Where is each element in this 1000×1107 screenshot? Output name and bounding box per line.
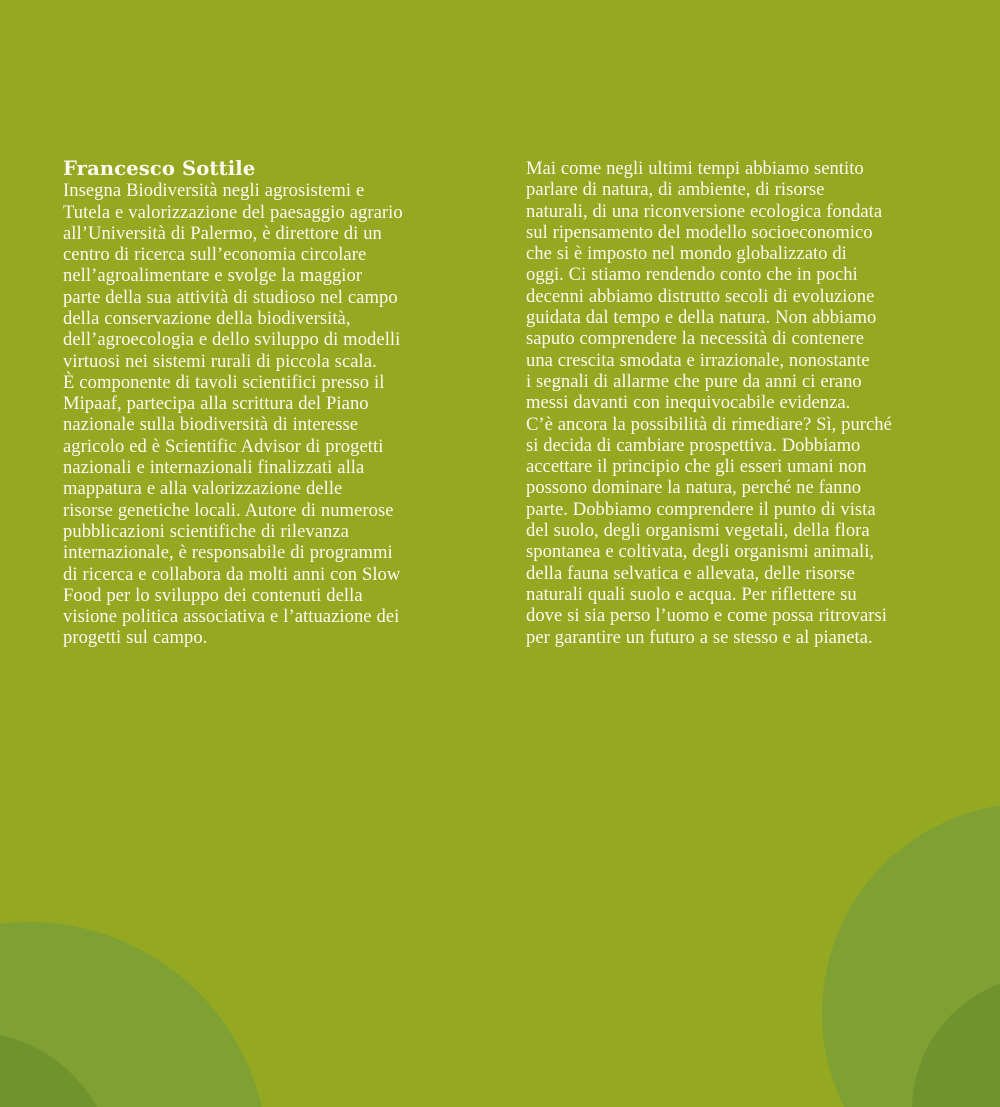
essay-line: decenni abbiamo distrutto secoli di evoluzione [526,285,875,307]
bio-line: visione politica associativa e l’attuazione dei [63,606,400,628]
essay-line: oggi. Ci stiamo rendendo conto che in pochi [526,264,858,286]
bio-line: agricolo ed è Scientific Advisor di progetti [63,435,384,457]
essay-line: una crescita smodata e irrazionale, nonostante [526,349,870,371]
essay-line: per garantire un futuro a se stesso e al pianeta. [526,626,873,648]
essay-line: naturali, di una riconversione ecologica fondata [526,200,883,222]
bio-line: Mipaaf, partecipa alla scrittura del Piano [63,393,369,415]
essay-line: Mai come negli ultimi tempi abbiamo sentito [526,158,864,179]
essay-line: della fauna selvatica e allevata, delle risorse [526,562,855,584]
bio-line: dell’agroecologia e dello sviluppo di modelli [63,329,401,351]
bio-line: progetti sul campo. [63,627,208,649]
bio-line: pubblicazioni scientifiche di rilevanza [63,520,349,542]
bio-line: della conservazione della biodiversità, [63,307,351,329]
bio-line: virtuosi nei sistemi rurali di piccola scala. [63,350,377,372]
essay-line: naturali quali suolo e acqua. Per riflettere su [526,583,857,605]
essay-line: che si è imposto nel mondo globalizzato di [526,243,847,265]
bio-line: centro di ricerca sull’economia circolare [63,244,367,266]
essay-line: dove si sia perso l’uomo e come possa ritrovarsi [526,605,887,627]
author-bio-text [63,180,431,649]
essay-text [526,158,922,648]
bio-line: all’Università di Palermo, è direttore di un [63,222,382,244]
bio-line: di ricerca e collabora da molti anni con Slow [63,563,401,585]
essay-line: saputo comprendere la necessità di contenere [526,328,864,350]
bio-line: internazionale, è responsabile di programmi [63,542,393,564]
bio-line: nazionali e internazionali finalizzati alla [63,457,365,479]
essay-line: accettare il principio che gli esseri umani non [526,456,867,478]
bio-line: risorse genetiche locali. Autore di numerose [63,499,394,521]
author-bio-column [63,158,431,649]
bio-line: nell’agroalimentare e svolge la maggior [63,265,363,287]
essay-line: sul ripensamento del modello socioeconomico [526,221,873,243]
bio-line: nazionale sulla biodiversità di interesse [63,414,359,436]
bio-line: Tutela e valorizzazione del paesaggio agrario [63,201,403,223]
essay-line: possono dominare la natura, perché ne fanno [526,477,862,499]
bio-line: Food per lo sviluppo dei contenuti della [63,584,363,606]
essay-line: messi davanti con inequivocabile evidenza. [526,392,851,414]
author-name: Francesco Sottile [63,157,256,180]
essay-line: del suolo, degli organismi vegetali, della flora [526,520,870,542]
essay-line: guidata dal tempo e della natura. Non abbiamo [526,307,877,329]
essay-column [526,158,922,648]
bio-line: È componente di tavoli scientifici presso il [63,371,385,393]
essay-line: parlare di natura, di ambiente, di risorse [526,179,825,201]
essay-line: parte. Dobbiamo comprendere il punto di vista [526,498,876,520]
bio-line: parte della sua attività di studioso nel campo [63,286,398,308]
essay-line: si decida di cambiare prospettiva. Dobbiamo [526,434,861,456]
bio-line: mappatura e alla valorizzazione delle [63,478,343,500]
essay-line: i segnali di allarme che pure da anni ci erano [526,370,862,392]
essay-line: spontanea e coltivata, degli organismi animali, [526,541,875,563]
essay-line: C’è ancora la possibilità di rimediare? Sì, purché [526,413,892,435]
bio-line: Insegna Biodiversità negli agrosistemi e [63,180,365,202]
